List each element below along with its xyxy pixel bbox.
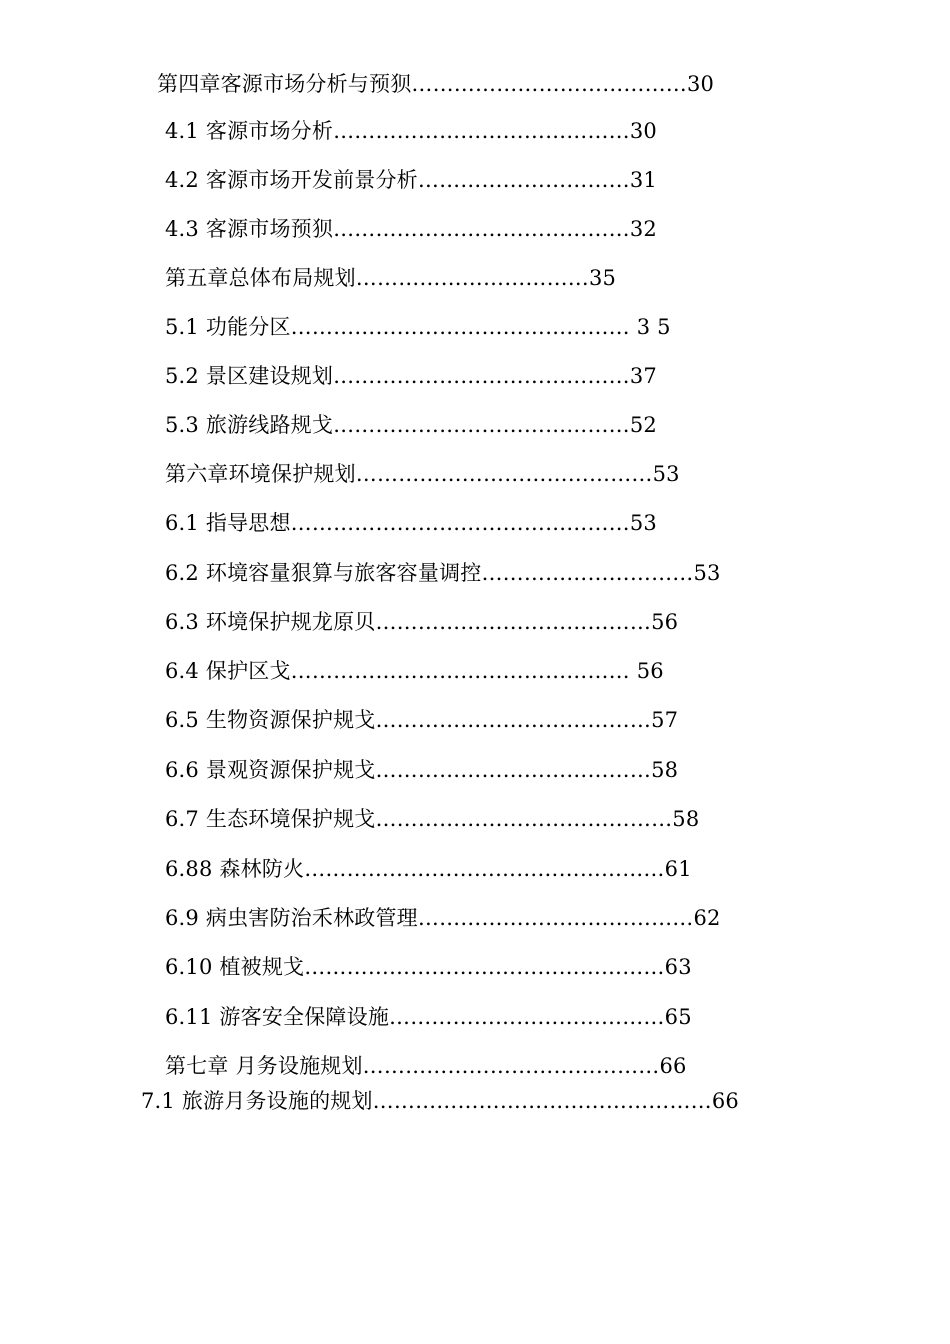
toc-entry-6-1[interactable]: 6.1 指导思想…………………………………………53 <box>165 511 657 535</box>
toc-entry-6-7[interactable]: 6.7 生态环境保护规戈……………………………………58 <box>165 807 700 831</box>
toc-entry-4-2[interactable]: 4.2 客源市场开发前景分析…………………………31 <box>165 168 657 192</box>
toc-entry-7-1[interactable]: 7.1 旅游月务设施的规划…………………………………………66 <box>141 1089 739 1113</box>
toc-entry-4-1[interactable]: 4.1 客源市场分析……………………………………30 <box>165 119 657 143</box>
toc-entry-5-2[interactable]: 5.2 景区建设规划……………………………………37 <box>165 364 657 388</box>
toc-entry-6-9[interactable]: 6.9 病虫害防治禾林政管理…………………………………62 <box>165 906 721 930</box>
toc-entry-chapter-6[interactable]: 第六章环境保护规划……………………………………53 <box>165 462 680 486</box>
toc-entry-6-5[interactable]: 6.5 生物资源保护规戈…………………………………57 <box>165 708 679 732</box>
toc-entry-chapter-5[interactable]: 第五章总体布局规划……………………………35 <box>165 266 617 290</box>
toc-entry-5-1[interactable]: 5.1 功能分区………………………………………… 3 5 <box>165 315 671 339</box>
toc-entry-6-11[interactable]: 6.11 游客安全保障设施…………………………………65 <box>165 1005 692 1029</box>
toc-entry-5-3[interactable]: 5.3 旅游线路规戈……………………………………52 <box>165 413 657 437</box>
toc-entry-chapter-4[interactable]: 第四章客源市场分析与预狈…………………………………30 <box>157 72 715 96</box>
toc-entry-chapter-7[interactable]: 第七章 月务设施规划……………………………………66 <box>165 1054 687 1078</box>
toc-entry-6-6[interactable]: 6.6 景观资源保护规戈…………………………………58 <box>165 758 679 782</box>
toc-entry-4-3[interactable]: 4.3 客源市场预狈……………………………………32 <box>165 217 657 241</box>
toc-entry-6-4[interactable]: 6.4 保护区戈………………………………………… 56 <box>165 659 664 683</box>
toc-entry-6-2[interactable]: 6.2 环境容量狠算与旅客容量调控…………………………53 <box>165 561 721 585</box>
toc-entry-6-3[interactable]: 6.3 环境保护规龙原贝…………………………………56 <box>165 610 679 634</box>
toc-entry-6-8[interactable]: 6.88 森林防火……………………………………………61 <box>165 857 692 881</box>
toc-entry-6-10[interactable]: 6.10 植被规戈……………………………………………63 <box>165 955 692 979</box>
